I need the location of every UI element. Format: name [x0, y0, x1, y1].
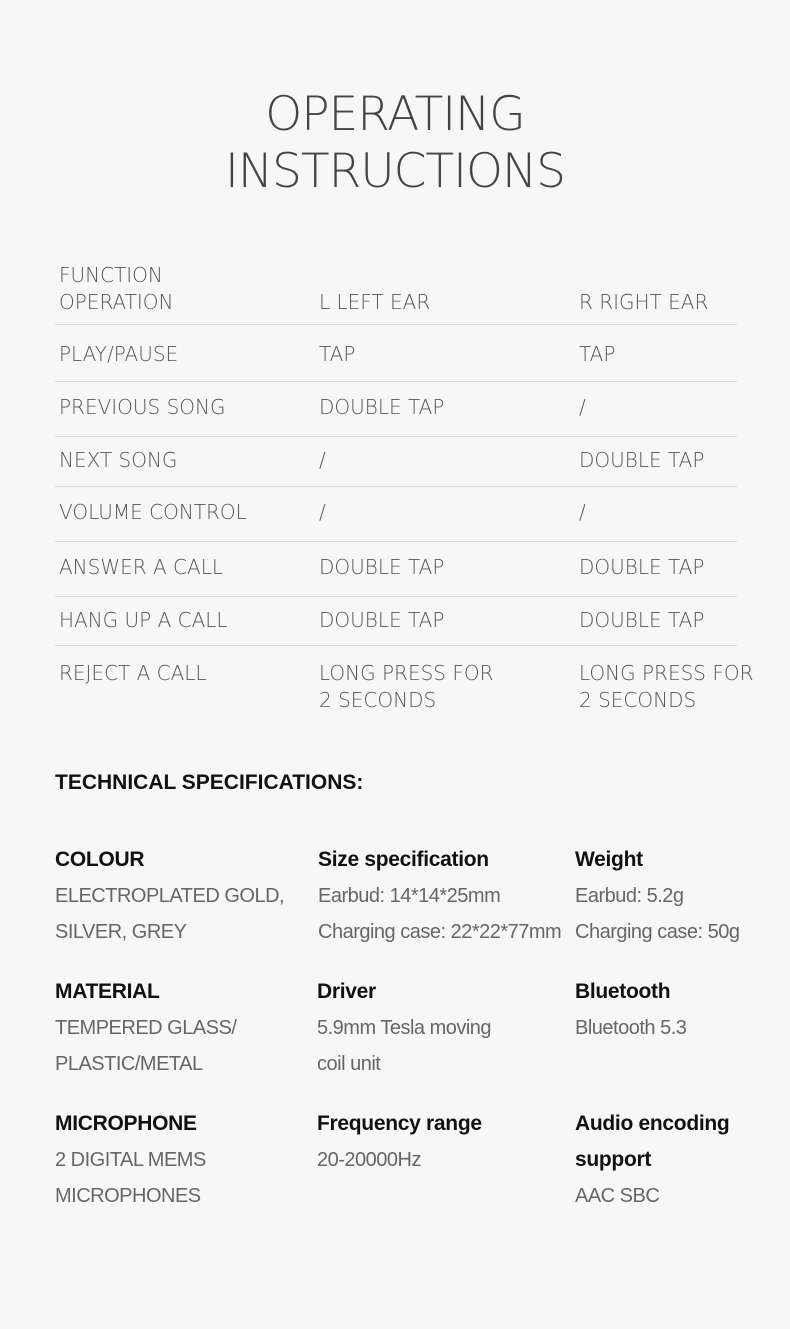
- spec-label: Audio encoding: [575, 1112, 730, 1135]
- spec-value: Earbud: 5.2g: [575, 885, 684, 907]
- left-ear-cell: TAP: [319, 342, 356, 366]
- table-row: [55, 646, 754, 726]
- function-cell: VOLUME CONTROL: [59, 500, 247, 524]
- spec-size: [318, 842, 568, 950]
- spec-label: Weight: [575, 848, 643, 871]
- spec-value: MICROPHONES: [55, 1185, 201, 1207]
- title-line-2: INSTRUCTIONS: [225, 144, 565, 199]
- spec-value: 20-20000Hz: [317, 1149, 421, 1171]
- spec-label: Bluetooth: [575, 980, 671, 1003]
- table-row: [55, 597, 737, 646]
- function-cell: NEXT SONG: [59, 448, 178, 472]
- spec-value: SILVER, GREY: [55, 921, 187, 943]
- spec-microphone: [55, 1106, 305, 1214]
- right-ear-cell: DOUBLE TAP: [579, 448, 705, 472]
- header-left-ear: L LEFT EAR: [319, 290, 431, 314]
- table-row: [55, 437, 737, 487]
- spec-label: Size specification: [318, 848, 489, 871]
- spec-label: Frequency range: [317, 1112, 482, 1135]
- left-ear-cell: /: [319, 448, 326, 472]
- right-ear-cell: LONG PRESS FOR 2 SECONDS: [579, 661, 754, 712]
- function-cell: REJECT A CALL: [59, 661, 207, 685]
- operations-table: [55, 256, 754, 726]
- table-header-row: [55, 256, 737, 325]
- left-ear-cell: DOUBLE TAP: [319, 555, 445, 579]
- spec-value: 5.9mm Tesla moving: [317, 1017, 492, 1039]
- spec-value: Earbud: 14*14*25mm: [318, 885, 501, 907]
- specs-heading: TECHNICAL SPECIFICATIONS:: [55, 771, 364, 794]
- left-ear-cell: /: [319, 500, 326, 524]
- spec-audio-encoding: [575, 1106, 775, 1214]
- spec-label: COLOUR: [55, 848, 145, 871]
- page-title: [0, 86, 790, 200]
- table-row: [55, 542, 737, 597]
- left-ear-cell: DOUBLE TAP: [319, 395, 445, 419]
- spec-value: TEMPERED GLASS/: [55, 1017, 237, 1039]
- spec-label: support: [575, 1148, 652, 1171]
- right-ear-cell: DOUBLE TAP: [579, 608, 705, 632]
- table-row: [55, 382, 737, 437]
- spec-value: ELECTROPLATED GOLD,: [55, 885, 285, 907]
- spec-frequency: [317, 1106, 567, 1178]
- function-cell: ANSWER A CALL: [59, 555, 223, 579]
- header-right-ear: R RIGHT EAR: [579, 290, 709, 314]
- header-function: FUNCTION OPERATION: [59, 263, 174, 314]
- left-ear-cell: LONG PRESS FOR 2 SECONDS: [319, 661, 494, 712]
- spec-weight: [575, 842, 775, 950]
- table-row: [55, 487, 737, 542]
- spec-label: MICROPHONE: [55, 1112, 197, 1135]
- spec-label: Driver: [317, 980, 376, 1003]
- right-ear-cell: DOUBLE TAP: [579, 555, 705, 579]
- spec-value: Bluetooth 5.3: [575, 1017, 687, 1039]
- function-cell: PLAY/PAUSE: [59, 342, 179, 366]
- spec-value: PLASTIC/METAL: [55, 1053, 203, 1075]
- spec-bluetooth: [575, 974, 775, 1046]
- title-line-1: OPERATING: [265, 87, 525, 142]
- spec-value: Charging case: 22*22*77mm: [318, 921, 562, 943]
- left-ear-cell: DOUBLE TAP: [319, 608, 445, 632]
- spec-label: MATERIAL: [55, 980, 160, 1003]
- right-ear-cell: /: [579, 500, 586, 524]
- spec-driver: [317, 974, 567, 1082]
- spec-value: coil unit: [317, 1053, 381, 1075]
- spec-value: AAC SBC: [575, 1185, 660, 1207]
- spec-material: [55, 974, 305, 1082]
- right-ear-cell: /: [579, 395, 586, 419]
- spec-value: 2 DIGITAL MEMS: [55, 1149, 206, 1171]
- right-ear-cell: TAP: [579, 342, 616, 366]
- function-cell: PREVIOUS SONG: [59, 395, 226, 419]
- spec-value: Charging case: 50g: [575, 921, 740, 943]
- spec-colour: [55, 842, 305, 950]
- table-row: [55, 325, 737, 382]
- function-cell: HANG UP A CALL: [59, 608, 228, 632]
